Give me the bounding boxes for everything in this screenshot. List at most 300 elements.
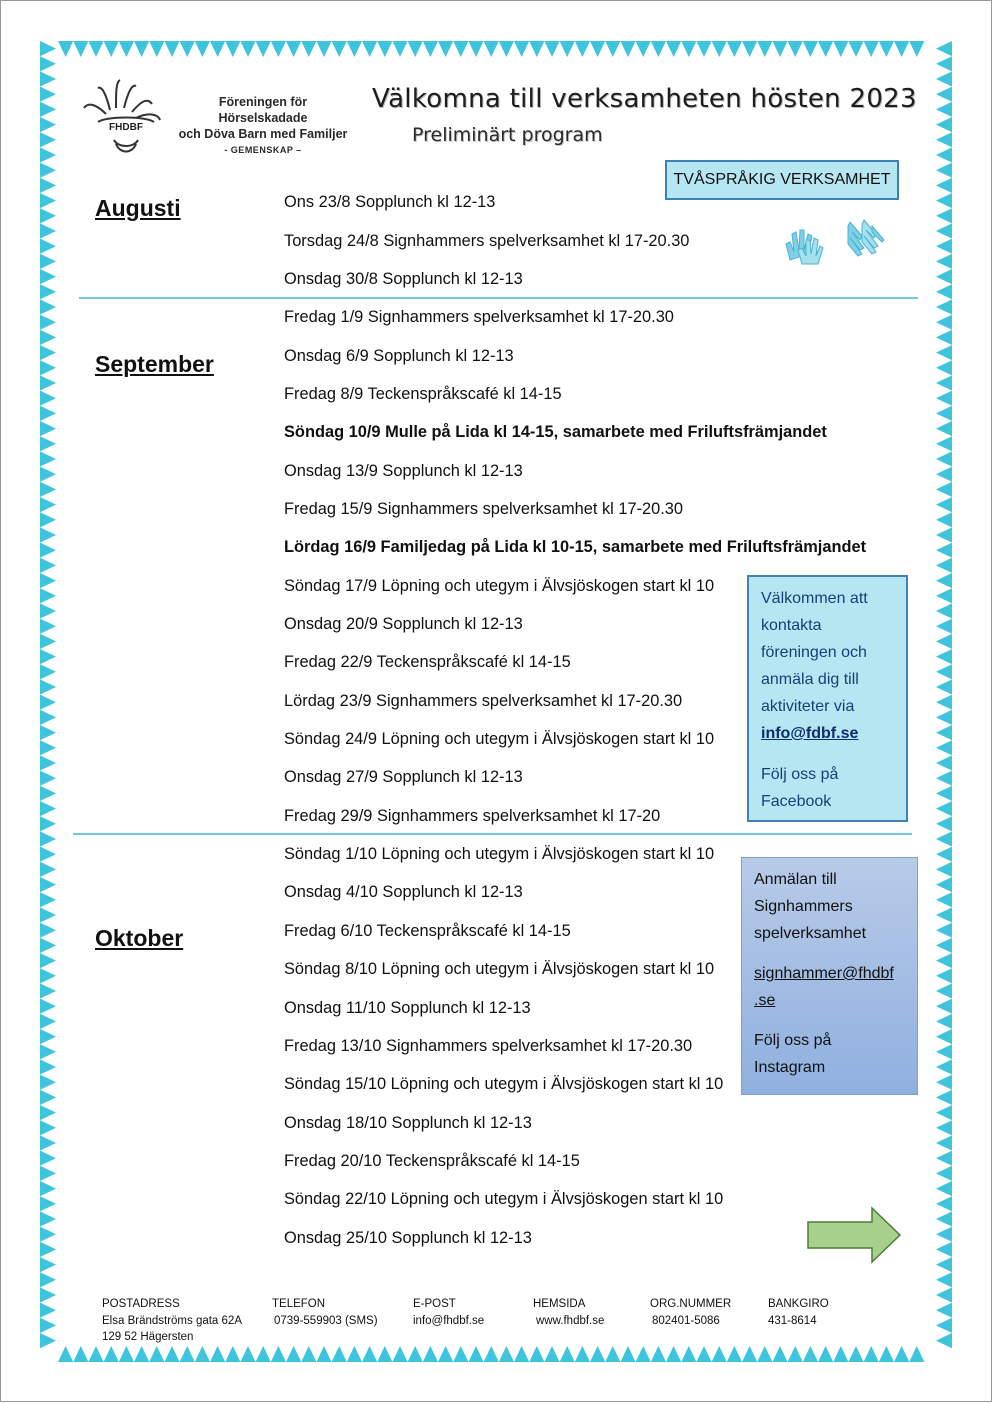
border-triangle — [40, 938, 56, 953]
footer-postadress — [102, 1296, 242, 1346]
event-item: Onsdag 20/9 Sopplunch kl 12-13 — [284, 615, 523, 633]
border-triangle — [40, 284, 56, 299]
border-triangle — [40, 421, 56, 436]
border-triangle — [936, 1333, 952, 1348]
border-triangle — [40, 467, 56, 482]
border-triangle — [40, 117, 56, 132]
border-triangle — [936, 1059, 952, 1074]
border-triangle — [575, 1346, 590, 1362]
border-triangle — [936, 102, 952, 117]
border-triangle — [195, 41, 210, 57]
border-triangle — [936, 1166, 952, 1181]
border-triangle — [484, 1346, 499, 1362]
border-triangle — [936, 284, 952, 299]
border-triangle — [936, 543, 952, 558]
border-triangle — [40, 603, 56, 618]
signhammers-text: spelverksamhet — [754, 925, 867, 942]
border-triangle — [788, 41, 803, 57]
border-triangle — [936, 406, 952, 421]
border-triangle — [936, 163, 952, 178]
border-triangle — [894, 41, 909, 57]
footer-label: HEMSIDA — [533, 1298, 586, 1310]
footer-hemsida — [533, 1296, 604, 1329]
border-triangle — [40, 664, 56, 679]
footer-value: Elsa Brändströms gata 62A — [102, 1314, 242, 1327]
event-item: Fredag 20/10 Teckenspråkscafé kl 14-15 — [284, 1152, 580, 1170]
border-triangle — [936, 771, 952, 786]
border-triangle — [936, 649, 952, 664]
event-item: Söndag 22/10 Löpning och utegym i Älvsjöskogen start kl 10 — [284, 1190, 724, 1208]
triangle-border-top — [40, 41, 952, 59]
border-triangle — [40, 360, 56, 375]
event-item-highlight: Söndag 10/9 Mulle på Lida kl 14-15, samarbete med Friluftsfrämjandet — [284, 423, 827, 441]
border-triangle — [362, 41, 377, 57]
border-triangle — [936, 1075, 952, 1090]
border-triangle — [590, 1346, 605, 1362]
border-triangle — [40, 649, 56, 664]
org-tagline: - GEMENSKAP – — [224, 145, 302, 155]
border-triangle — [936, 725, 952, 740]
event-item: Söndag 1/10 Löpning och utegym i Älvsjöskogen start kl 10 — [284, 845, 715, 863]
border-triangle — [40, 1257, 56, 1272]
signhammers-email-link-cont[interactable]: .se — [754, 992, 776, 1009]
border-triangle — [347, 1346, 362, 1362]
signhammers-email-link[interactable]: signhammer@fhdbf — [754, 965, 894, 982]
month-label-september: September — [95, 351, 214, 377]
page-subtitle: Preliminärt program — [412, 124, 603, 146]
border-triangle — [818, 1346, 833, 1362]
border-triangle — [936, 178, 952, 193]
border-triangle — [757, 41, 772, 57]
bilingual-badge — [665, 160, 899, 200]
border-triangle — [936, 330, 952, 345]
border-triangle — [40, 907, 56, 922]
border-triangle — [560, 41, 575, 57]
border-triangle — [40, 482, 56, 497]
border-triangle — [936, 1211, 952, 1226]
border-triangle — [40, 193, 56, 208]
border-triangle — [936, 603, 952, 618]
border-triangle — [727, 41, 742, 57]
border-triangle — [423, 41, 438, 57]
border-triangle — [210, 1346, 225, 1362]
border-triangle — [40, 71, 56, 86]
border-triangle — [286, 1346, 301, 1362]
border-triangle — [936, 1287, 952, 1302]
border-triangle — [40, 1181, 56, 1196]
bilingual-badge-label: TVÅSPRÅKIG VERKSAMHET — [673, 171, 891, 188]
event-item: Onsdag 27/9 Sopplunch kl 12-13 — [284, 768, 523, 786]
event-item: Onsdag 18/10 Sopplunch kl 12-13 — [284, 1114, 532, 1132]
border-triangle — [712, 1346, 727, 1362]
triangle-border-left — [40, 41, 58, 1362]
border-triangle — [499, 1346, 514, 1362]
border-triangle — [742, 41, 757, 57]
border-triangle — [936, 345, 952, 360]
border-triangle — [40, 543, 56, 558]
event-item: Fredag 22/9 Teckenspråkscafé kl 14-15 — [284, 653, 571, 671]
border-triangle — [514, 41, 529, 57]
sign-language-hands-icon — [842, 212, 890, 260]
border-triangle — [40, 725, 56, 740]
border-triangle — [286, 41, 301, 57]
event-item: Ons 23/8 Sopplunch kl 12-13 — [284, 193, 496, 211]
border-triangle — [696, 1346, 711, 1362]
border-triangle — [40, 740, 56, 755]
border-triangle — [392, 41, 407, 57]
border-triangle — [164, 41, 179, 57]
border-triangle — [40, 391, 56, 406]
border-triangle — [40, 588, 56, 603]
month-divider — [73, 833, 912, 835]
org-name-line2: och Döva Barn med Familjer — [178, 127, 348, 141]
border-triangle — [936, 1029, 952, 1044]
footer-label: ORG.NUMMER — [650, 1298, 732, 1310]
border-triangle — [240, 1346, 255, 1362]
border-triangle — [864, 1346, 879, 1362]
border-triangle — [936, 695, 952, 710]
border-triangle — [40, 1242, 56, 1257]
border-triangle — [40, 436, 56, 451]
border-triangle — [392, 1346, 407, 1362]
border-triangle — [605, 41, 620, 57]
border-triangle — [40, 56, 56, 71]
border-triangle — [936, 1014, 952, 1029]
border-triangle — [772, 41, 787, 57]
border-triangle — [164, 1346, 179, 1362]
border-triangle — [40, 330, 56, 345]
border-triangle — [936, 1257, 952, 1272]
border-triangle — [40, 299, 56, 314]
border-triangle — [742, 1346, 757, 1362]
border-triangle — [301, 1346, 316, 1362]
border-triangle — [651, 1346, 666, 1362]
border-triangle — [936, 862, 952, 877]
border-triangle — [225, 1346, 240, 1362]
org-name — [178, 94, 348, 158]
border-triangle — [40, 1318, 56, 1333]
signhammers-text: Signhammers — [754, 898, 853, 915]
border-triangle — [936, 831, 952, 846]
border-triangle — [210, 41, 225, 57]
footer-bankgiro — [768, 1296, 829, 1329]
border-triangle — [909, 1346, 924, 1362]
border-triangle — [149, 1346, 164, 1362]
event-item-highlight: Lördag 16/9 Familjedag på Lida kl 10-15, samarbete med Friluftsfrämjandet — [284, 538, 867, 556]
border-triangle — [40, 892, 56, 907]
border-triangle — [803, 41, 818, 57]
border-triangle — [256, 1346, 271, 1362]
border-triangle — [936, 1044, 952, 1059]
border-triangle — [936, 558, 952, 573]
border-triangle — [936, 877, 952, 892]
border-triangle — [40, 87, 56, 102]
border-triangle — [438, 1346, 453, 1362]
border-triangle — [332, 41, 347, 57]
border-triangle — [134, 1346, 149, 1362]
border-triangle — [696, 41, 711, 57]
border-triangle — [347, 41, 362, 57]
border-triangle — [936, 87, 952, 102]
border-triangle — [40, 771, 56, 786]
border-triangle — [40, 1105, 56, 1120]
border-triangle — [936, 999, 952, 1014]
border-triangle — [936, 983, 952, 998]
border-triangle — [256, 41, 271, 57]
border-triangle — [134, 41, 149, 57]
border-triangle — [301, 41, 316, 57]
border-triangle — [936, 847, 952, 862]
next-page-arrow-icon[interactable] — [806, 1206, 902, 1264]
border-triangle — [848, 41, 863, 57]
border-triangle — [40, 786, 56, 801]
border-triangle — [40, 239, 56, 254]
footer-value: 431-8614 — [768, 1314, 817, 1327]
border-triangle — [40, 223, 56, 238]
contact-info-box — [747, 575, 908, 822]
border-triangle — [40, 1151, 56, 1166]
contact-text: föreningen och — [761, 644, 867, 661]
border-triangle — [40, 679, 56, 694]
border-triangle — [936, 1242, 952, 1257]
border-triangle — [40, 755, 56, 770]
border-triangle — [936, 193, 952, 208]
border-triangle — [40, 831, 56, 846]
border-triangle — [936, 56, 952, 71]
border-triangle — [936, 360, 952, 375]
border-triangle — [936, 1181, 952, 1196]
border-triangle — [681, 1346, 696, 1362]
border-triangle — [499, 41, 514, 57]
border-triangle — [40, 375, 56, 390]
border-triangle — [833, 1346, 848, 1362]
border-triangle — [864, 41, 879, 57]
border-triangle — [40, 862, 56, 877]
event-item: Onsdag 4/10 Sopplunch kl 12-13 — [284, 883, 523, 901]
border-triangle — [936, 1303, 952, 1318]
border-triangle — [377, 41, 392, 57]
border-triangle — [40, 710, 56, 725]
border-triangle — [681, 41, 696, 57]
border-triangle — [40, 999, 56, 1014]
border-triangle — [936, 923, 952, 938]
border-triangle — [40, 1287, 56, 1302]
border-triangle — [180, 41, 195, 57]
event-item: Torsdag 24/8 Signhammers spelverksamhet kl 17-20.30 — [284, 232, 690, 250]
border-triangle — [936, 573, 952, 588]
border-triangle — [833, 41, 848, 57]
border-triangle — [936, 816, 952, 831]
border-triangle — [848, 1346, 863, 1362]
border-triangle — [271, 41, 286, 57]
border-triangle — [40, 1303, 56, 1318]
border-triangle — [936, 315, 952, 330]
border-triangle — [40, 558, 56, 573]
border-triangle — [408, 1346, 423, 1362]
footer-telefon — [272, 1296, 378, 1329]
event-item: Onsdag 30/8 Sopplunch kl 12-13 — [284, 270, 523, 288]
border-triangle — [936, 132, 952, 147]
border-triangle — [40, 1211, 56, 1226]
border-triangle — [73, 1346, 88, 1362]
border-triangle — [936, 1105, 952, 1120]
border-triangle — [936, 269, 952, 284]
logo-text: FHDBF — [109, 122, 143, 133]
border-triangle — [40, 451, 56, 466]
border-triangle — [936, 755, 952, 770]
border-triangle — [636, 1346, 651, 1362]
event-item: Fredag 1/9 Signhammers spelverksamhet kl 17-20.30 — [284, 308, 674, 326]
event-item: Söndag 17/9 Löpning och utegym i Älvsjöskogen start kl 10 — [284, 577, 715, 595]
border-triangle — [58, 1346, 73, 1362]
border-triangle — [936, 436, 952, 451]
border-triangle — [40, 695, 56, 710]
border-triangle — [936, 1196, 952, 1211]
event-item: Lördag 23/9 Signhammers spelverksamhet kl 17-20.30 — [284, 692, 683, 710]
border-triangle — [58, 41, 73, 57]
footer-value: 802401-5086 — [652, 1314, 720, 1327]
border-triangle — [727, 1346, 742, 1362]
event-item: Söndag 24/9 Löpning och utegym i Älvsjöskogen start kl 10 — [284, 730, 715, 748]
border-triangle — [40, 315, 56, 330]
border-triangle — [936, 299, 952, 314]
border-triangle — [40, 269, 56, 284]
border-triangle — [40, 968, 56, 983]
border-triangle — [180, 1346, 195, 1362]
border-triangle — [936, 1135, 952, 1150]
contact-text: aktiviteter via — [761, 698, 855, 715]
event-item: Fredag 6/10 Teckenspråkscafé kl 14-15 — [284, 922, 571, 940]
border-triangle — [936, 938, 952, 953]
border-triangle — [408, 41, 423, 57]
event-item: Onsdag 6/9 Sopplunch kl 12-13 — [284, 347, 514, 365]
contact-text: anmäla dig till — [761, 671, 859, 688]
border-triangle — [879, 1346, 894, 1362]
border-triangle — [936, 421, 952, 436]
border-triangle — [377, 1346, 392, 1362]
border-triangle — [40, 1272, 56, 1287]
border-triangle — [936, 801, 952, 816]
border-triangle — [40, 41, 56, 56]
border-triangle — [40, 877, 56, 892]
border-triangle — [362, 1346, 377, 1362]
footer-orgnr — [650, 1296, 731, 1329]
border-triangle — [40, 1227, 56, 1242]
border-triangle — [936, 147, 952, 162]
event-item: Fredag 13/10 Signhammers spelverksamhet kl 17-20.30 — [284, 1037, 693, 1055]
border-triangle — [936, 482, 952, 497]
footer-email-link[interactable]: info@fhdbf.se — [413, 1314, 485, 1327]
border-triangle — [803, 1346, 818, 1362]
border-triangle — [40, 1029, 56, 1044]
footer-value: 129 52 Hägersten — [102, 1331, 194, 1343]
instagram-link[interactable]: Instagram — [754, 1059, 826, 1076]
border-triangle — [40, 573, 56, 588]
border-triangle — [40, 923, 56, 938]
border-triangle — [936, 740, 952, 755]
border-triangle — [40, 801, 56, 816]
border-triangle — [936, 467, 952, 482]
footer-epost — [413, 1296, 484, 1329]
border-triangle — [936, 634, 952, 649]
border-triangle — [620, 1346, 635, 1362]
border-triangle — [936, 254, 952, 269]
border-triangle — [40, 345, 56, 360]
border-triangle — [712, 41, 727, 57]
border-triangle — [453, 41, 468, 57]
border-triangle — [40, 1044, 56, 1059]
footer-website-link[interactable]: www.fhdbf.se — [536, 1314, 605, 1327]
border-triangle — [936, 968, 952, 983]
border-triangle — [936, 1318, 952, 1333]
border-triangle — [40, 147, 56, 162]
event-item: Onsdag 25/10 Sopplunch kl 12-13 — [284, 1229, 532, 1247]
border-triangle — [40, 208, 56, 223]
contact-text: Välkommen att — [761, 590, 868, 607]
border-triangle — [438, 41, 453, 57]
border-triangle — [636, 41, 651, 57]
border-triangle — [40, 983, 56, 998]
border-triangle — [936, 208, 952, 223]
border-triangle — [936, 679, 952, 694]
border-triangle — [772, 1346, 787, 1362]
event-item: Söndag 8/10 Löpning och utegym i Älvsjöskogen start kl 10 — [284, 960, 715, 978]
border-triangle — [468, 1346, 483, 1362]
facebook-link[interactable]: Facebook — [761, 793, 832, 810]
month-label-oktober: Oktober — [95, 925, 184, 951]
border-triangle — [818, 41, 833, 57]
signhammers-follow-text: Följ oss på — [754, 1032, 832, 1049]
signhammers-info-box — [741, 857, 918, 1095]
border-triangle — [936, 1272, 952, 1287]
border-triangle — [40, 527, 56, 542]
border-triangle — [936, 786, 952, 801]
signhammers-text: Anmälan till — [754, 871, 837, 888]
border-triangle — [936, 1120, 952, 1135]
border-triangle — [316, 1346, 331, 1362]
contact-email-link[interactable]: info@fdbf.se — [761, 725, 859, 742]
border-triangle — [40, 512, 56, 527]
border-triangle — [936, 117, 952, 132]
page-title: Välkomna till verksamheten hösten 2023 — [372, 84, 917, 114]
border-triangle — [936, 375, 952, 390]
footer-label: BANKGIRO — [768, 1298, 829, 1310]
border-triangle — [936, 588, 952, 603]
event-item: Onsdag 13/9 Sopplunch kl 12-13 — [284, 462, 523, 480]
border-triangle — [651, 41, 666, 57]
border-triangle — [40, 619, 56, 634]
border-triangle — [40, 847, 56, 862]
month-label-augusti: Augusti — [95, 195, 181, 221]
border-triangle — [936, 892, 952, 907]
border-triangle — [936, 1090, 952, 1105]
border-triangle — [40, 132, 56, 147]
border-triangle — [40, 254, 56, 269]
month-divider — [79, 297, 918, 299]
sign-language-hands-icon — [780, 220, 828, 268]
border-triangle — [879, 41, 894, 57]
border-triangle — [40, 1196, 56, 1211]
footer-label: TELEFON — [272, 1298, 326, 1310]
border-triangle — [484, 41, 499, 57]
border-triangle — [575, 41, 590, 57]
border-triangle — [936, 512, 952, 527]
border-triangle — [936, 527, 952, 542]
border-triangle — [332, 1346, 347, 1362]
border-triangle — [40, 1135, 56, 1150]
border-triangle — [936, 223, 952, 238]
border-triangle — [590, 41, 605, 57]
